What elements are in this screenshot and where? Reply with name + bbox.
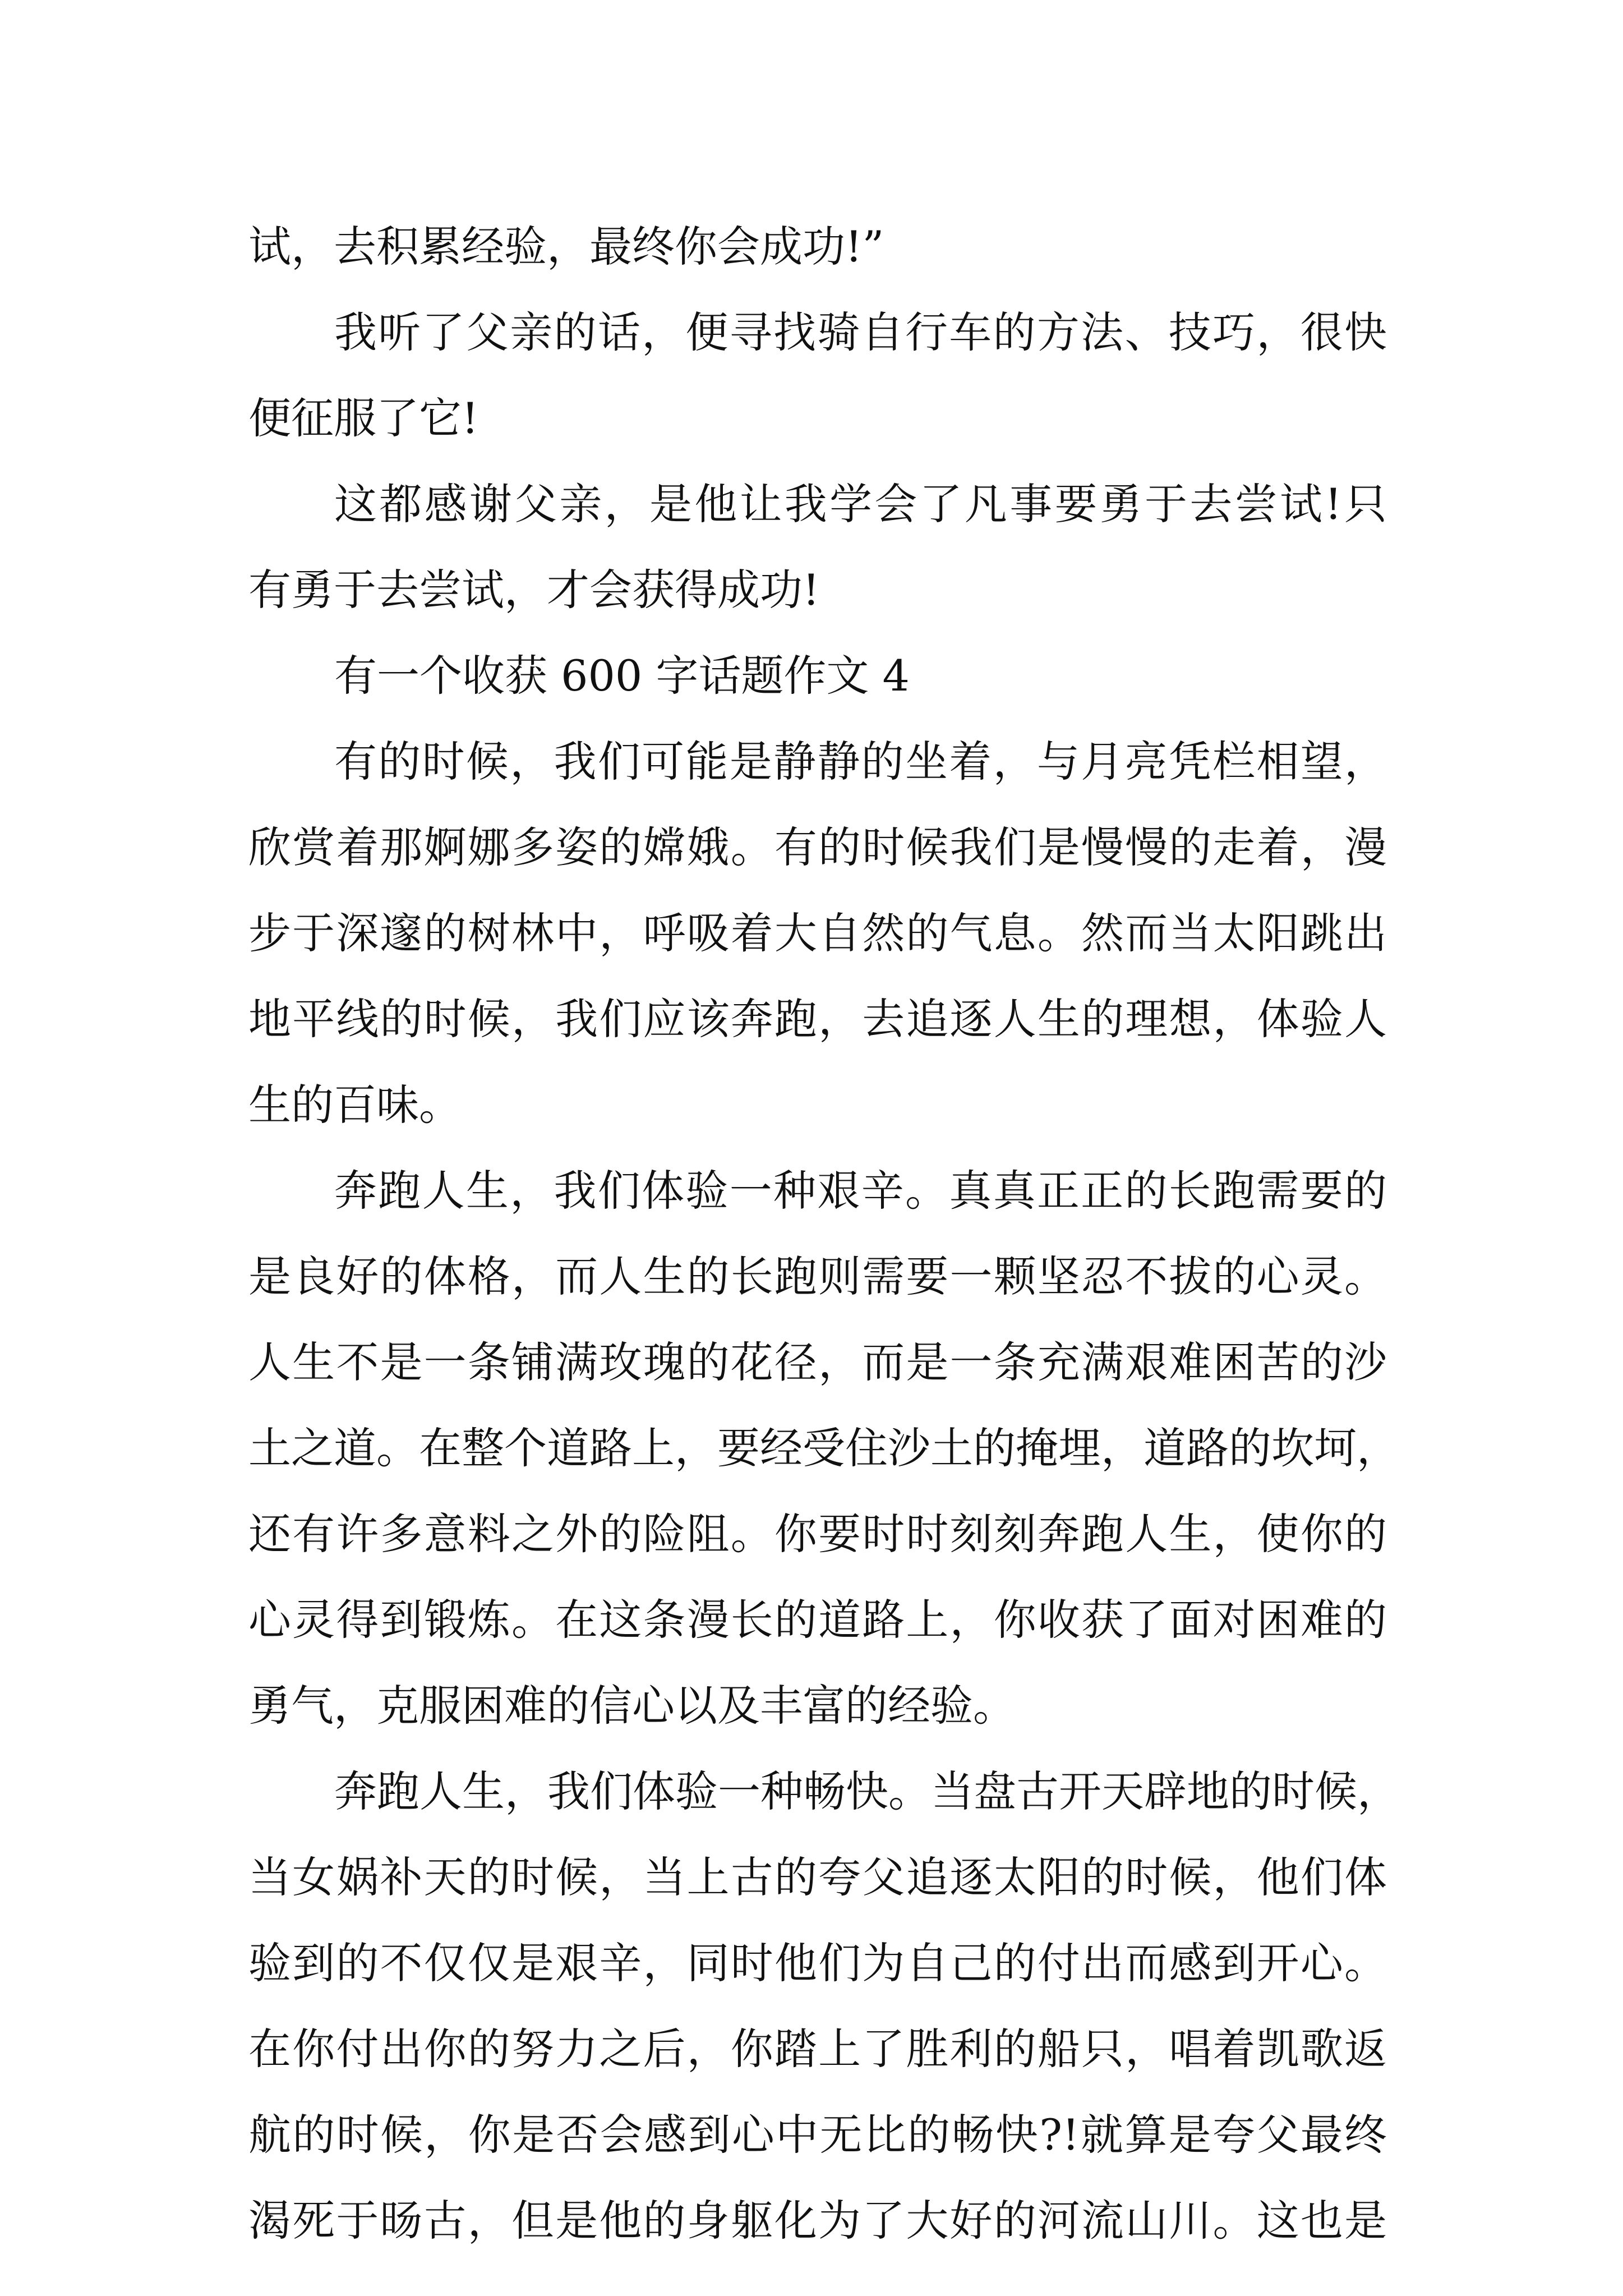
text-line: 有的时候，我们可能是静静的坐着，与月亮凭栏相望，	[334, 737, 1387, 786]
text-line: 勇气，克服困难的信心以及丰富的经验。	[248, 1681, 1016, 1731]
section-heading: 有一个收获 600 字话题作文 4	[334, 651, 910, 701]
text-line: 有勇于去尝试，才会获得成功!	[248, 565, 820, 615]
text-line: 地平线的时候，我们应该奔跑，去追逐人生的理想，体验人	[248, 994, 1387, 1044]
text-line: 便征服了它!	[248, 393, 479, 443]
text-line: 步于深邃的树林中，呼吸着大自然的气息。然而当太阳跳出	[248, 908, 1387, 958]
text-line: 我听了父亲的话，便寻找骑自行车的方法、技巧，很快	[334, 307, 1387, 357]
text-line: 心灵得到锻炼。在这条漫长的道路上，你收获了面对困难的	[248, 1595, 1387, 1645]
text-line: 欣赏着那婀娜多姿的嫦娥。有的时候我们是慢慢的走着，漫	[248, 822, 1387, 872]
text-line: 在你付出你的努力之后，你踏上了胜利的船只，唱着凯歌返	[248, 2024, 1387, 2074]
text-line: 验到的不仅仅是艰辛，同时他们为自己的付出而感到开心。	[248, 1938, 1387, 1988]
text-line: 这都感谢父亲，是他让我学会了凡事要勇于去尝试!只	[334, 479, 1387, 529]
text-line: 奔跑人生，我们体验一种畅快。当盘古开天辟地的时候，	[334, 1766, 1400, 1816]
text-line: 渴死于旸古，但是他的身躯化为了大好的河流山川。这也是	[248, 2196, 1387, 2246]
text-line: 是良好的体格，而人生的长跑则需要一颗坚忍不拔的心灵。	[248, 1251, 1387, 1301]
text-line: 奔跑人生，我们体验一种艰辛。真真正正的长跑需要的	[334, 1166, 1387, 1216]
text-line: 还有许多意料之外的险阻。你要时时刻刻奔跑人生，使你的	[248, 1509, 1387, 1559]
text-line: 航的时候，你是否会感到心中无比的畅快?!就算是夸父最终	[248, 2110, 1387, 2160]
document-body	[248, 204, 1400, 2263]
text-line: 生的百味。	[248, 1080, 462, 1130]
text-line: 试，去积累经验，最终你会成功!”	[248, 222, 884, 272]
text-line: 当女娲补天的时候，当上古的夸父追逐太阳的时候，他们体	[248, 1852, 1387, 1902]
text-line: 人生不是一条铺满玫瑰的花径，而是一条充满艰难困苦的沙	[248, 1337, 1387, 1387]
text-line: 土之道。在整个道路上，要经受住沙土的掩埋，道路的坎坷，	[248, 1423, 1399, 1473]
